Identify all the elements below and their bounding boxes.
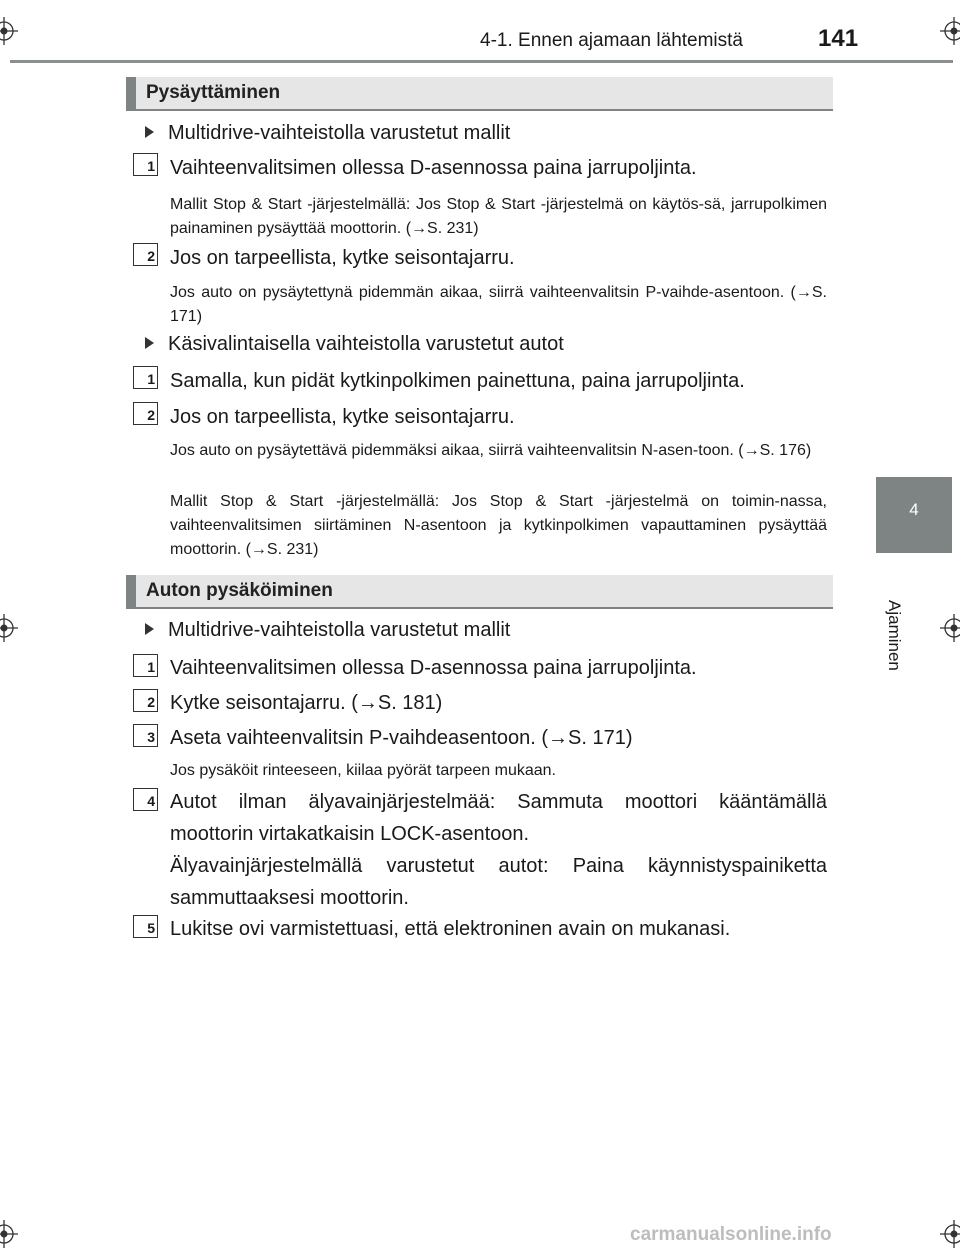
registration-mark-icon	[940, 17, 960, 45]
step-number: 5	[133, 915, 158, 938]
step-number: 1	[133, 654, 158, 677]
step-text: Jos on tarpeellista, kytke seisontajarru.	[170, 247, 515, 269]
step-text: Vaihteenvalitsimen ollessa D-asennossa paina jarrupoljinta.	[170, 657, 697, 679]
registration-mark-icon	[0, 1220, 18, 1248]
header-rule	[10, 60, 953, 63]
note-text: Jos auto on pysäytettävä pidemmäksi aikaa, siirrä vaihteenvalitsin N-asen-toon. (→S. 176)	[170, 442, 812, 459]
step-number: 1	[133, 366, 158, 389]
step-text: Jos on tarpeellista, kytke seisontajarru.	[170, 406, 515, 428]
subheading-manual: Käsivalintaisella vaihteistolla varustetut autot	[145, 333, 564, 356]
registration-mark-icon	[0, 614, 18, 642]
note-text: Mallit Stop & Start -järjestelmällä: Jos Stop & Start -järjestelmä on toimin-nassa, vaihteenvalitsimen siirtäminen N-asentoon ja kytkinpolkimen vapauttaminen pysäyttää moottorin. (→S. 231)	[170, 493, 827, 558]
subheading-multidrive: Multidrive-vaihteistolla varustetut mallit	[145, 619, 510, 642]
section-heading-parking	[126, 575, 833, 609]
page-number: 141	[818, 25, 859, 52]
section-title: Pysäyttäminen	[146, 82, 281, 103]
registration-mark-icon	[940, 614, 960, 642]
step-number: 1	[133, 153, 158, 176]
step-number: 2	[133, 689, 158, 712]
step-text: Kytke seisontajarru. (→S. 181)	[170, 692, 443, 714]
step-number: 2	[133, 243, 158, 266]
section-title: Auton pysäköiminen	[146, 580, 333, 601]
note-text: Jos auto on pysäytettynä pidemmän aikaa, siirrä vaihteenvalitsin P-vaihde-asentoon. (→S. 171)	[170, 284, 827, 325]
triangle-bullet-icon	[145, 623, 154, 635]
step-text: Älyavainjärjestelmällä varustetut autot: Paina käynnistyspainiketta sammuttaaksesi moottorin.	[170, 855, 827, 909]
step-text: Lukitse ovi varmistettuasi, että elektroninen avain on mukanasi.	[170, 918, 731, 940]
step-number: 4	[133, 788, 158, 811]
subheading-multidrive: Multidrive-vaihteistolla varustetut mallit	[145, 122, 510, 145]
chapter-label: Ajaminen	[885, 600, 904, 671]
note-text: Mallit Stop & Start -järjestelmällä: Jos Stop & Start -järjestelmä on käytös-sä, jarrupolkimen painaminen pysäyttää moottorin. (→S. 231)	[170, 196, 827, 237]
watermark: carmanualsonline.info	[630, 1224, 832, 1245]
step-text: Samalla, kun pidät kytkinpolkimen painettuna, paina jarrupoljinta.	[170, 370, 745, 392]
running-header: 4-1. Ennen ajamaan lähtemistä	[480, 30, 743, 51]
triangle-bullet-icon	[145, 126, 154, 138]
note-text: Jos pysäköit rinteeseen, kiilaa pyörät tarpeen mukaan.	[170, 762, 556, 779]
chapter-tab: 4	[876, 477, 952, 553]
step-text: Vaihteenvalitsimen ollessa D-asennossa paina jarrupoljinta.	[170, 157, 697, 179]
step-text: Autot ilman älyavainjärjestelmää: Sammuta moottori kääntämällä moottorin virtakatkaisin LOCK-asentoon.	[170, 791, 827, 845]
registration-mark-icon	[0, 17, 18, 45]
step-number: 3	[133, 724, 158, 747]
step-text: Aseta vaihteenvalitsin P-vaihdeasentoon. (→S. 171)	[170, 727, 633, 749]
registration-mark-icon	[940, 1220, 960, 1248]
triangle-bullet-icon	[145, 337, 154, 349]
step-number: 2	[133, 402, 158, 425]
section-heading-stopping	[126, 77, 833, 111]
